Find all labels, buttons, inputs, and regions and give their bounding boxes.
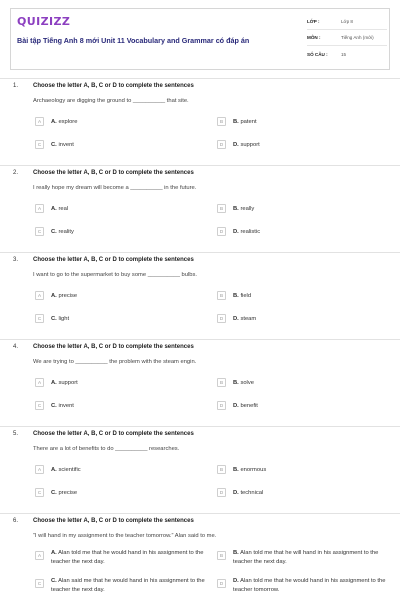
- question-number: 3.: [13, 257, 19, 263]
- meta-value: Lớp 8: [341, 19, 353, 24]
- meta-label: SỐ CÂU :: [307, 51, 328, 57]
- option-letter: A.: [51, 119, 57, 125]
- option-box[interactable]: C: [35, 314, 44, 323]
- option-box[interactable]: A: [35, 204, 44, 213]
- option-box[interactable]: B: [217, 465, 226, 474]
- option-box[interactable]: A: [35, 378, 44, 387]
- option-d[interactable]: [217, 488, 392, 498]
- option-box[interactable]: D: [217, 488, 226, 497]
- quizizz-logo: QUIZIZZ: [17, 15, 71, 28]
- option-box[interactable]: A: [35, 291, 44, 300]
- worksheet-meta: [307, 14, 387, 62]
- option-label: real: [58, 206, 69, 212]
- option-b[interactable]: [217, 117, 392, 127]
- option-box[interactable]: B: [217, 117, 226, 126]
- meta-row-subject: [307, 30, 387, 46]
- option-label: support: [240, 142, 260, 148]
- option-letter: B.: [233, 119, 239, 125]
- option-d[interactable]: [217, 576, 392, 594]
- question-instruction: Choose the letter A, B, C or D to complete the sentences: [33, 257, 194, 263]
- question-4: [0, 339, 400, 426]
- option-label: explore: [58, 119, 78, 125]
- option-label: invent: [58, 403, 74, 409]
- question-6: [0, 513, 400, 600]
- option-letter: C.: [51, 403, 57, 409]
- option-letter: B.: [233, 293, 239, 299]
- option-box[interactable]: C: [35, 227, 44, 236]
- option-c[interactable]: [35, 576, 210, 594]
- option-box[interactable]: D: [217, 227, 226, 236]
- option-letter: D.: [233, 578, 239, 584]
- meta-value: Tiếng Anh (mới): [341, 35, 374, 40]
- option-box[interactable]: C: [35, 140, 44, 149]
- question-1: [0, 78, 400, 165]
- option-box[interactable]: B: [217, 204, 226, 213]
- option-b[interactable]: [217, 465, 392, 475]
- option-label: precise: [58, 293, 78, 299]
- option-label: precise: [58, 490, 78, 496]
- option-a[interactable]: [35, 117, 210, 127]
- option-a[interactable]: [35, 204, 210, 214]
- option-c[interactable]: [35, 314, 210, 324]
- question-text: Archaeology are digging the ground to __________ that site.: [33, 98, 189, 104]
- option-label: steam: [240, 316, 257, 322]
- option-letter: D.: [233, 403, 239, 409]
- question-list: [0, 78, 400, 600]
- meta-value: 15: [341, 51, 347, 57]
- meta-label: LỚP :: [307, 19, 320, 24]
- option-letter: D.: [233, 142, 239, 148]
- option-box[interactable]: B: [217, 378, 226, 387]
- option-letter: A.: [51, 206, 57, 212]
- option-d[interactable]: [217, 140, 392, 150]
- option-c[interactable]: [35, 488, 210, 498]
- question-2: [0, 165, 400, 252]
- option-label: reality: [58, 229, 74, 235]
- option-label: realistic: [240, 229, 261, 235]
- question-instruction: Choose the letter A, B, C or D to complete the sentences: [33, 83, 194, 89]
- question-number: 4.: [13, 344, 19, 350]
- question-number: 6.: [13, 518, 19, 524]
- option-letter: A.: [51, 380, 57, 386]
- option-letter: D.: [233, 316, 239, 322]
- option-d[interactable]: [217, 314, 392, 324]
- question-number: 1.: [13, 83, 19, 89]
- option-box[interactable]: C: [35, 579, 44, 588]
- option-label: enormous: [240, 467, 267, 473]
- question-3: [0, 252, 400, 339]
- option-letter: C.: [51, 142, 57, 148]
- option-box[interactable]: A: [35, 551, 44, 560]
- question-text: We are trying to __________ the problem with the steam engin.: [33, 359, 197, 365]
- option-label: Alan said me that he would hand in his assignment to the teacher the next day.: [51, 578, 205, 593]
- option-label: patent: [240, 119, 257, 125]
- option-box[interactable]: B: [217, 291, 226, 300]
- question-instruction: Choose the letter A, B, C or D to complete the sentences: [33, 170, 194, 176]
- option-label: benefit: [240, 403, 258, 409]
- option-label: really: [240, 206, 255, 212]
- option-letter: B.: [233, 206, 239, 212]
- worksheet-header: [10, 8, 390, 70]
- option-c[interactable]: [35, 227, 210, 237]
- option-letter: B.: [233, 467, 239, 473]
- question-text: “I will hand in my assignment to the teacher tomorrow.” Alan said to me.: [33, 533, 217, 539]
- question-5: [0, 426, 400, 513]
- question-text: I really hope my dream will become a __________ in the future.: [33, 185, 197, 191]
- option-b[interactable]: [217, 378, 392, 388]
- option-label: light: [58, 316, 70, 322]
- option-box[interactable]: A: [35, 465, 44, 474]
- question-text: There are a lot of benefits to do __________ researches.: [33, 446, 180, 452]
- option-letter: C.: [51, 229, 57, 235]
- option-box[interactable]: A: [35, 117, 44, 126]
- option-letter: C.: [51, 490, 57, 496]
- question-number: 2.: [13, 170, 19, 176]
- option-label: scientific: [58, 467, 81, 473]
- meta-row-question-count: [307, 46, 387, 62]
- option-box[interactable]: D: [217, 314, 226, 323]
- option-label: Alan told me that he would hand in his assignment to the teacher tomorrow.: [233, 578, 386, 593]
- option-letter: D.: [233, 229, 239, 235]
- meta-row-class: [307, 14, 387, 30]
- option-a[interactable]: [35, 548, 210, 566]
- option-box[interactable]: B: [217, 551, 226, 560]
- option-letter: A.: [51, 467, 57, 473]
- option-label: field: [240, 293, 252, 299]
- option-c[interactable]: [35, 401, 210, 411]
- worksheet-title: Bài tập Tiếng Anh 8 mới Unit 11 Vocabulary and Grammar có đáp án: [17, 36, 250, 45]
- option-letter: D.: [233, 490, 239, 496]
- question-instruction: Choose the letter A, B, C or D to complete the sentences: [33, 431, 194, 437]
- option-a[interactable]: [35, 378, 210, 388]
- option-label: invent: [58, 142, 74, 148]
- option-letter: A.: [51, 293, 57, 299]
- option-label: support: [58, 380, 78, 386]
- option-d[interactable]: [217, 227, 392, 237]
- option-box[interactable]: D: [217, 401, 226, 410]
- option-c[interactable]: [35, 140, 210, 150]
- option-box[interactable]: C: [35, 488, 44, 497]
- option-label: technical: [240, 490, 264, 496]
- option-box[interactable]: D: [217, 579, 226, 588]
- option-box[interactable]: D: [217, 140, 226, 149]
- option-d[interactable]: [217, 401, 392, 411]
- option-letter: B.: [233, 550, 239, 556]
- option-a[interactable]: [35, 291, 210, 301]
- question-text: I want to go to the supermarket to buy some __________ bulbs.: [33, 272, 198, 278]
- option-a[interactable]: [35, 465, 210, 475]
- option-box[interactable]: C: [35, 401, 44, 410]
- option-letter: B.: [233, 380, 239, 386]
- question-instruction: Choose the letter A, B, C or D to complete the sentences: [33, 518, 194, 524]
- option-letter: C.: [51, 578, 57, 584]
- question-instruction: Choose the letter A, B, C or D to complete the sentences: [33, 344, 194, 350]
- option-b[interactable]: [217, 204, 392, 214]
- option-label: solve: [240, 380, 254, 386]
- option-letter: C.: [51, 316, 57, 322]
- option-b[interactable]: [217, 291, 392, 301]
- option-b[interactable]: [217, 548, 392, 566]
- question-number: 5.: [13, 431, 19, 437]
- option-label: Alan told me that he will hand in his assignment to the teacher the next day.: [233, 550, 379, 565]
- option-letter: A.: [51, 550, 57, 556]
- option-label: Alan told me that he would hand in his assignment to the teacher the next day.: [51, 550, 204, 565]
- meta-label: MÔN :: [307, 35, 321, 40]
